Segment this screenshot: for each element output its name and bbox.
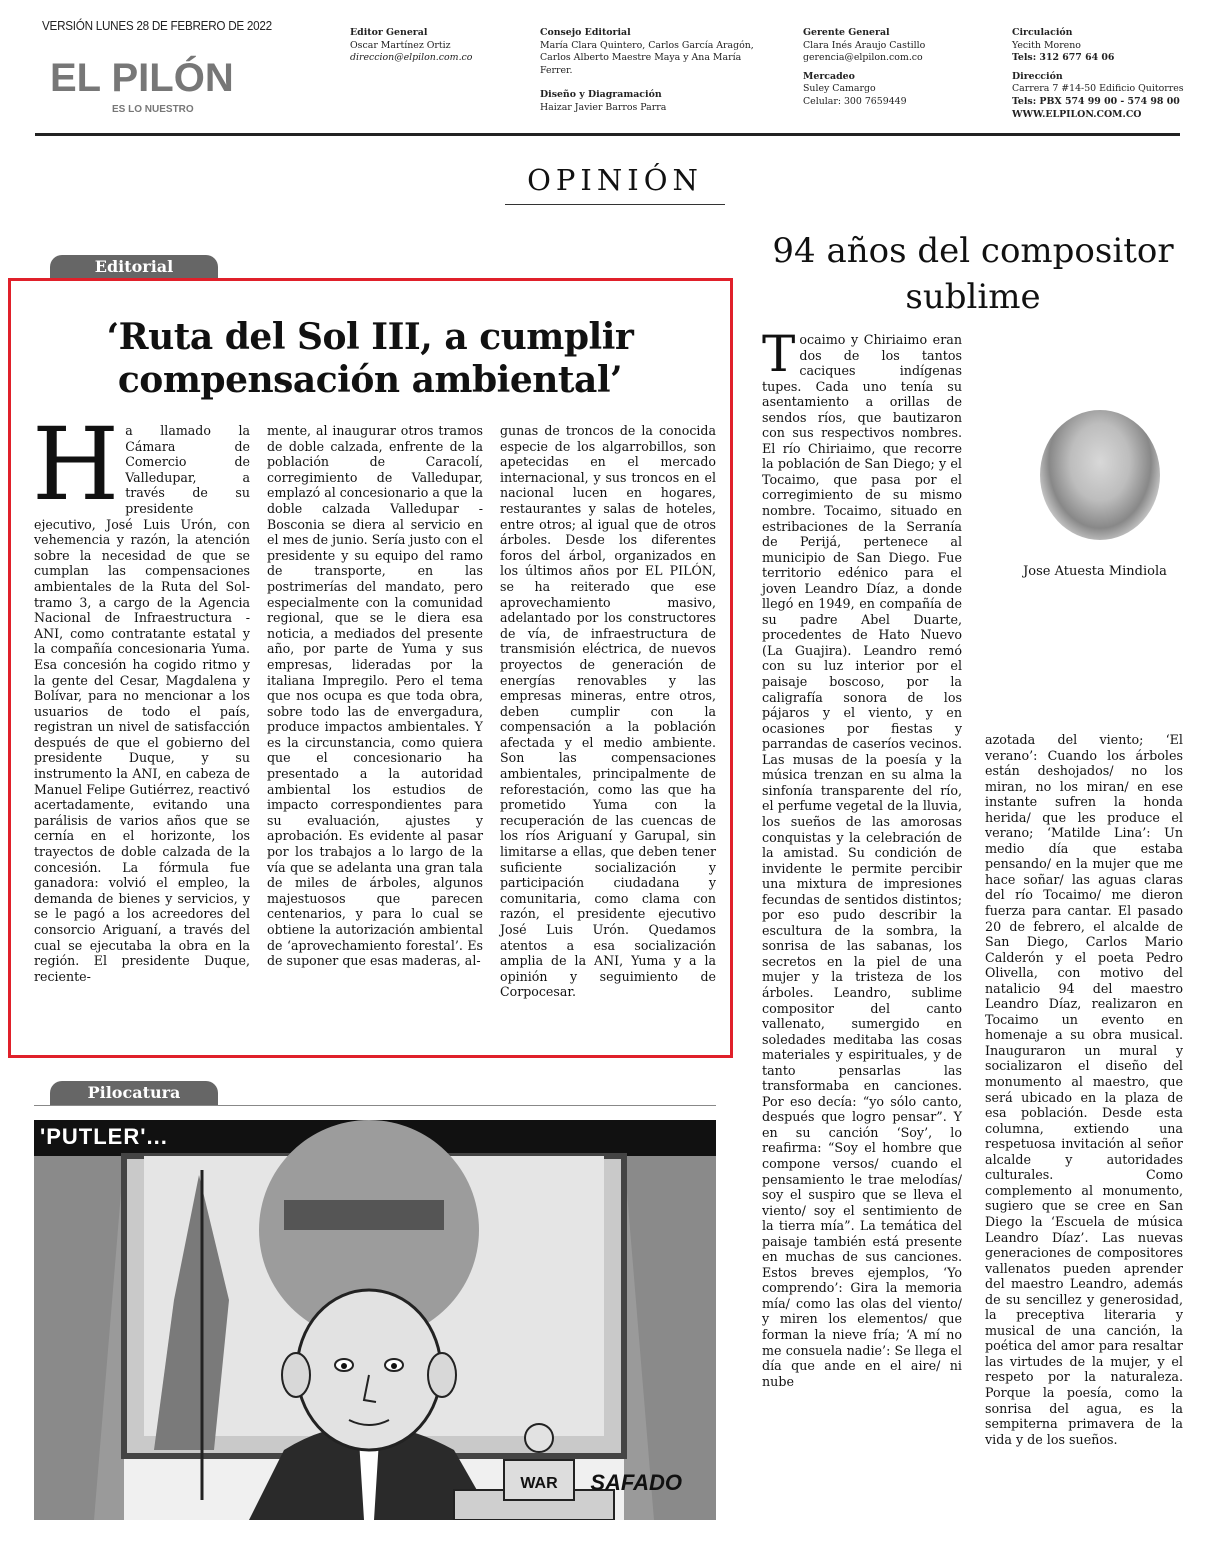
staff-role: Dirección [1012,70,1063,82]
staff-name: Oscar Martínez Ortiz [350,39,451,51]
author-name: Jose Atuesta Mindiola [1023,564,1167,579]
war-box-label: WAR [520,1475,558,1492]
staff-gerente [803,27,925,109]
cartoon-drawing [34,1120,716,1520]
paragraph-text: gunas de troncos de la conocida especie de los algarrobillos, son apetecidas en el mercado internacional, y sus troncos en el nacional lucen en hogares, restaurantes y salas de hoteles, entre otros; al igual que de otros árboles. Desde los diferentes foros del árbol, organizados en los últimos años por EL PILÓN, se ha reiterado que ese aprovechamiento masivo, adelantado por los constructores de vía, de infraestructura de transmisión eléctrica, de nuevos proyectos de generación de energías renovables y las empresas mineras, entre otros, deben cumplir con la compensación a la población afectada y el medio ambiente. Son las compensaciones ambientales, principalmente de reforestación, como las que ha prometido Yuma con la recuperación de las cuencas de los ríos Ariguaní y Garupal, sin limitarse a ellas, que deben tener suficiente socialización y participación ciudadana y comunitaria, como clama con razón, el presidente ejecutivo José Luis Urón. Quedamos atentos a esa socialización amplia de la ANI, Yuma y a la opinión y seguimiento de Corpocesar. [500,423,716,1000]
staff-role: Consejo Editorial [540,27,631,38]
staff-name: Ferrer. [540,64,573,76]
staff-phone: Celular: 300 7659449 [803,95,907,107]
drop-cap: H [32,406,120,523]
staff-consejo [540,27,754,115]
artist-signature: SAFADO [590,1470,682,1495]
staff-role: Gerente General [803,27,890,38]
opinion-column-2 [985,732,1183,1447]
opinion-headline: 94 años del compositor sublime [772,231,1174,317]
author-photo [1040,410,1160,540]
editorial-column-2 [267,423,483,969]
section-underline [505,204,725,205]
section-title: OPINIÓN [527,163,703,197]
staff-role: Diseño y Diagramación [540,89,662,101]
newspaper-logo[interactable]: EL PILÓN [50,56,234,100]
staff-name: María Clara Quintero, Carlos García Aragón, [540,39,754,51]
editorial-column-3 [500,423,716,1000]
staff-editor [350,27,472,65]
tab-editorial: Editorial [50,255,218,279]
edition-date: VERSIÓN LUNES 28 DE FEBRERO DE 2022 [42,18,272,33]
staff-role: Mercadeo [803,70,855,82]
newspaper-slogan: ES LO NUESTRO [112,104,194,115]
staff-phone: Tels: PBX 574 99 00 - 574 98 00 [1012,95,1180,107]
tab-pilocatura: Pilocatura [50,1081,218,1105]
staff-name: Carlos Alberto Maestre Maya y Ana María [540,52,742,64]
staff-name: Haizar Javier Barros Parra [540,101,667,113]
website-link[interactable]: WWW.ELPILON.COM.CO [1012,108,1142,120]
paragraph-text: mente, al inaugurar otros tramos de doble calzada, enfrente de la población de Caracolí, corregimiento de Valledupar, emplazó al concesionario a que la doble calzada Valledupar - Bosconia se diera al servicio en el mes de junio. Sería justo con el presidente y su equipo del ramo de transporte, en las postrimerías del mandato, pero especialmente con la comunidad regional, que se le diera esa noticia, a mediados del presente año, por parte de Yuma y sus empresas, lideradas por la italiana Impregilo. Pero el tema que nos ocupa es que toda obra, sobre todo las de envergadura, produce impactos ambientales. Y es la circunstancia, como quiera que el concesionario ha presentado a la autoridad ambiental los estudios de impacto correspondientes para su evaluación, ajustes y aprobación. Es evidente al pasar por los trabajos a lo largo de la vía que se adelanta una gran tala de miles de árboles, algunos majestuosos que parecen centenarios, y para lo cual se obtiene la autorización ambiental de ‘aprovechamiento forestal’. Es de suponer que esas maderas, al- [267,423,484,969]
paragraph-text: azotada del viento; ‘El verano’: Cuando los árboles están deshojados/ no los miran, no los miran/ en ese instante sufren la honda herida/ que les produce el verano; ‘Matilde Lina’: Un medio día que estaba pensando/ en la mujer que me hace soñar/ las aguas claras del río Tocaimo/ me dieron fuerza para cantar. El pasado 20 de febrero, el alcalde de San Diego, Carlos Mario Calderón y el poeta Pedro Olivella, con motivo del natalicio 94 del maestro Leandro Díaz, realizaron en Tocaimo un evento en homenaje a su obra musical. Inauguraron un mural y socializaron el diseño del monumento al maestro, que será ubicado en la plaza de esa población. Desde esta columna, extiendo una respetuosa invitación al señor alcalde y autoridades culturales. Como complemento al monumento, sugiero que se cree en San Diego la ‘Escuela de música Leandro Díaz’. Las nuevas generaciones de compositores vallenatos pueden aprender del maestro Leandro, además de su sencillez y generosidad, la preceptiva literaria y musical de una canción, la poética del amor para resaltar las virtudes de la mujer, y el respeto por la naturaleza. Porque la poesía, como la sonrisa del agua, es la sempiterna primavera de la vida y de los sueños. [985,732,1183,1447]
staff-circulacion [1012,27,1184,121]
drop-cap: T [762,325,796,383]
opinion-column-1 [762,325,962,1389]
staff-role: Circulación [1012,27,1073,38]
staff-phone: Tels: 312 677 64 06 [1012,52,1115,64]
staff-name: Clara Inés Araujo Castillo [803,39,926,51]
masthead-divider [35,133,1180,136]
staff-address: Carrera 7 #14-50 Edificio Quitorres [1012,83,1184,95]
staff-role: Editor General [350,27,428,38]
editor-email-link[interactable]: direccion@elpilon.com.co [350,52,473,64]
gerente-email-link[interactable]: gerencia@elpilon.com.co [803,52,923,64]
paragraph-text: ocaimo y Chiriaimo eran dos de los tantos caciques indígenas tupes. Cada uno tenía su asentamiento a orillas de sendos ríos, que bautizaron con sus respectivos nombres. El río Chiriaimo, que recorre la población de San Diego; y el Tocaimo, que pasa por el corregimiento de su mismo nombre. Tocaimo, situado en estribaciones de la Serranía de Perijá, pertenece al municipio de San Diego. Fue territorio edénico para el joven Leandro Díaz, a donde llegó en 1949, en compañía de su padre Abel Duarte, procedentes de Hato Nuevo (La Guajira). Leandro remó con su luz interior por el paisaje boscoso, por la caligrafía sonora de los pájaros y el viento, y en ocasiones por fiestas y parrandas de caseríos vecinos. Las musas de la poesía y la música trenzan en su alma la sinfonía transparente del río, el perfume vegetal de la lluvia, los sueños de las amorosas conquistas y la celebración de la amistad. Su condición de invidente le permite percibir una mixtura de impresiones fecundas de sentidos distintos; por eso pudo describir la escultura de la sombra, la sonrisa de las sabanas, los secretos en la piel de una mujer y la tristeza de los árboles. Leandro, sublime compositor del canto vallenato, sumergido en soledades meditaba las cosas materiales y espirituales, y de tanto pensarlas las transformaba en canciones. Por eso decía: “yo sólo canto, después que logro pensar”. Y en su canción ‘Soy’, lo reafirma: “Soy el hombre que compone versos/ cuando el pensamiento le trae melodías/ soy el suspiro que se lleva el viento/ soy el sentimiento de la tierra mía”. La temática del paisaje también está presente en muchas de sus canciones. Estos breves ejemplos, ‘Yo comprendo’: Gira la memoria mía/ como las olas del viento/ y miren los elementos/ que forman la nieve fría; ‘A mí no me consuela nadie’: Se llega el día que ande en el aire/ ni nube [762,332,962,1389]
editorial-column-1 [32,406,250,984]
staff-name: Yecith Moreno [1012,39,1081,51]
staff-name: Suley Camargo [803,83,876,95]
tab-underline [34,1105,716,1106]
cartoon-illustration[interactable] [34,1120,716,1520]
cartoon-title: 'PUTLER'... [40,1124,168,1149]
editorial-headline: ‘Ruta del Sol III, a cumplir compensación ambiental’ [106,316,634,401]
paragraph-text: a llamado la Cámara de Comercio de Valledupar, a través de su presidente ejecutivo, José Luis Urón, con vehemencia y razón, la atención sobre la necesidad de que se cumplan las compensaciones ambientales de la Ruta del Sol- tramo 3, a cargo de la Agencia Nacional de Infraestructura - ANI, como contratante estatal y la compañía concesionaria Yuma. Esa concesión ha cogido ritmo y la gente del Cesar, Magdalena y Bolívar, para no mencionar a los usuarios de todo el país, registran un nivel de satisfacción después de que el gobierno del presidente Duque, y su instrumento la ANI, en cabeza de Manuel Felipe Gutiérrez, reactivó acertadamente, evitando una parálisis de varios años que se cernía en el horizonte, los trayectos de doble calzada de la concesión. La fórmula fue ganadora: volvió el empleo, la demanda de bienes y servicios, y se le pagó a los acreedores del consorcio Ariguaní, a través del cual se ejecutaba la obra en la región. El presidente Duque, reciente- [34,423,250,984]
